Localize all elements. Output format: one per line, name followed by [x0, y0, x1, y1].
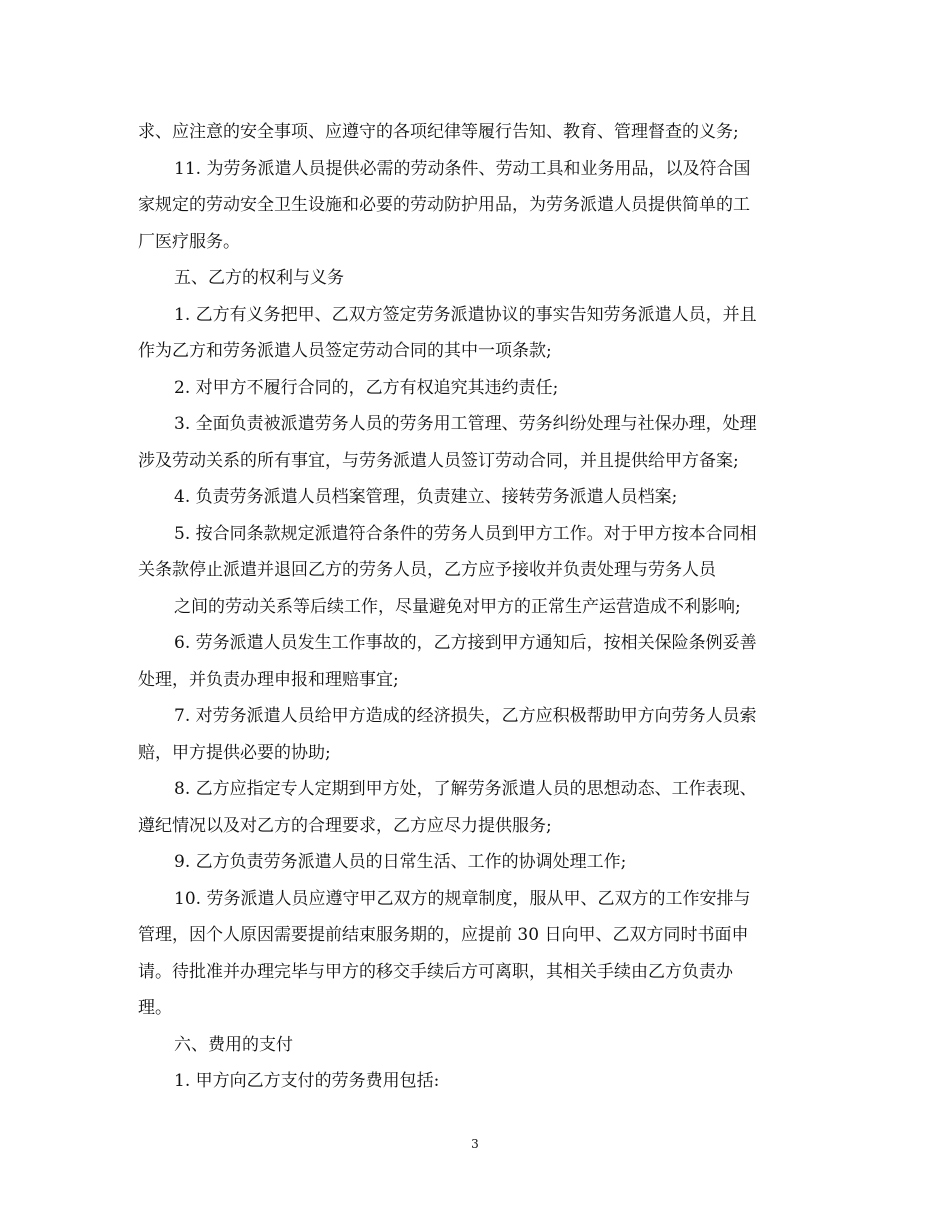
paragraph-line: 管理，因个人原因需要提前结束服务期的，应提前 30 日向甲、乙双方同时书面申	[138, 925, 749, 945]
paragraph-line: 涉及劳动关系的所有事宜，与劳务派遣人员签订劳动合同，并且提供给甲方备案;	[138, 450, 739, 471]
page-number: 3	[471, 1137, 479, 1151]
paragraph-line: 家规定的劳动安全卫生设施和必要的劳动防护用品，为劳务派遣人员提供简单的工	[138, 195, 750, 215]
paragraph-line: 处理，并负责办理申报和理赔事宜;	[138, 669, 399, 690]
paragraph-line: 7. 对劳务派遣人员给甲方造成的经济损失，乙方应积极帮助甲方向劳务人员索	[174, 706, 757, 726]
paragraph-line: 遵纪情况以及对乙方的合理要求，乙方应尽力提供服务;	[138, 815, 552, 836]
paragraph-line: 11. 为劳务派遣人员提供必需的劳动条件、劳动工具和业务用品，以及符合国	[174, 158, 751, 179]
paragraph-line: 赔，甲方提供必要的协助;	[138, 742, 331, 763]
paragraph-line: 1. 甲方向乙方支付的劳务费用包括:	[174, 1071, 440, 1091]
paragraph-line: 之间的劳动关系等后续工作，尽量避免对甲方的正常生产运营造成不利影响;	[174, 596, 741, 617]
paragraph-line: 6. 劳务派遣人员发生工作事故的，乙方接到甲方通知后，按相关保险条例妥善	[174, 633, 757, 653]
section-heading: 六、费用的支付	[174, 1034, 293, 1055]
paragraph-line: 求、应注意的安全事项、应遵守的各项纪律等履行告知、教育、管理督查的义务;	[138, 122, 739, 142]
paragraph-line: 1. 乙方有义务把甲、乙双方签定劳务派遣协议的事实告知劳务派遣人员，并且	[174, 304, 757, 325]
paragraph-line: 关条款停止派遣并退回乙方的劳务人员，乙方应予接收并负责处理与劳务人员	[138, 560, 716, 580]
paragraph-line: 厂医疗服务。	[138, 231, 240, 252]
paragraph-line: 4. 负责劳务派遣人员档案管理，负责建立、接转劳务派遣人员档案;	[174, 487, 678, 507]
paragraph-line: 2. 对甲方不履行合同的，乙方有权追究其违约责任;	[174, 377, 559, 398]
document-body	[138, 114, 814, 1100]
paragraph-line: 5. 按合同条款规定派遣符合条件的劳务人员到甲方工作。对于甲方按本合同相	[174, 523, 757, 544]
paragraph-line: 10. 劳务派遣人员应遵守甲乙双方的规章制度，服从甲、乙双方的工作安排与	[174, 888, 751, 909]
paragraph-line: 作为乙方和劳务派遣人员签定劳动合同的其中一项条款;	[138, 341, 552, 361]
section-heading: 五、乙方的权利与义务	[174, 268, 344, 288]
paragraph-line: 9. 乙方负责劳务派遣人员的日常生活、工作的协调处理工作;	[174, 852, 627, 872]
paragraph-line: 理。	[138, 998, 172, 1018]
paragraph-line: 8. 乙方应指定专人定期到甲方处，了解劳务派遣人员的思想动态、工作表现、	[174, 779, 757, 799]
paragraph-line: 3. 全面负责被派遣劳务人员的劳务用工管理、劳务纠纷处理与社保办理，处理	[174, 414, 757, 434]
paragraph-line: 请。待批准并办理完毕与甲方的移交手续后方可离职，其相关手续由乙方负责办	[138, 961, 733, 982]
